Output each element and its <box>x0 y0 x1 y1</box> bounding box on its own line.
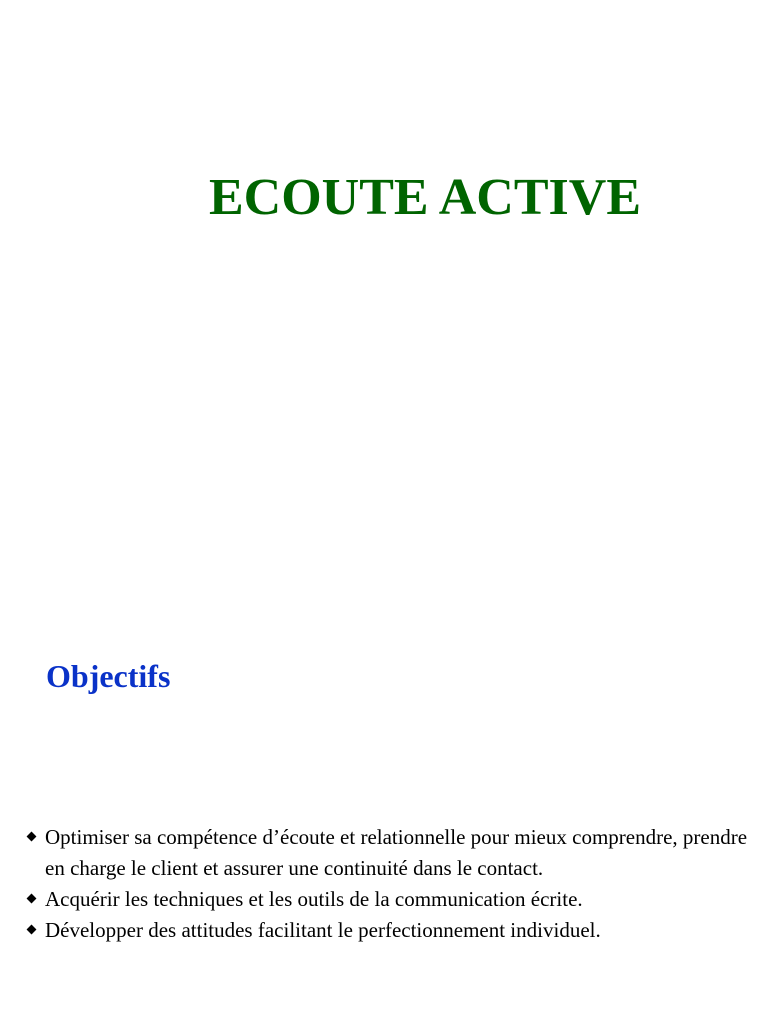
objective-item <box>28 884 748 915</box>
document-title: ECOUTE ACTIVE <box>209 169 641 226</box>
objective-item <box>28 915 748 946</box>
diamond-bullet-icon <box>27 925 37 935</box>
objectives-list <box>28 822 748 946</box>
objective-item <box>28 822 748 884</box>
diamond-bullet-icon <box>27 832 37 842</box>
objective-text: Développer des attitudes facilitant le perfectionnement individuel. <box>45 918 601 942</box>
objective-text: Optimiser sa compétence d’écoute et relationnelle pour mieux comprendre, prendre en charge le client et assurer une continuité dans le contact. <box>45 825 748 880</box>
diamond-bullet-icon <box>27 894 37 904</box>
objective-text: Acquérir les techniques et les outils de la communication écrite. <box>45 887 583 911</box>
objectives-heading: Objectifs <box>46 658 171 694</box>
